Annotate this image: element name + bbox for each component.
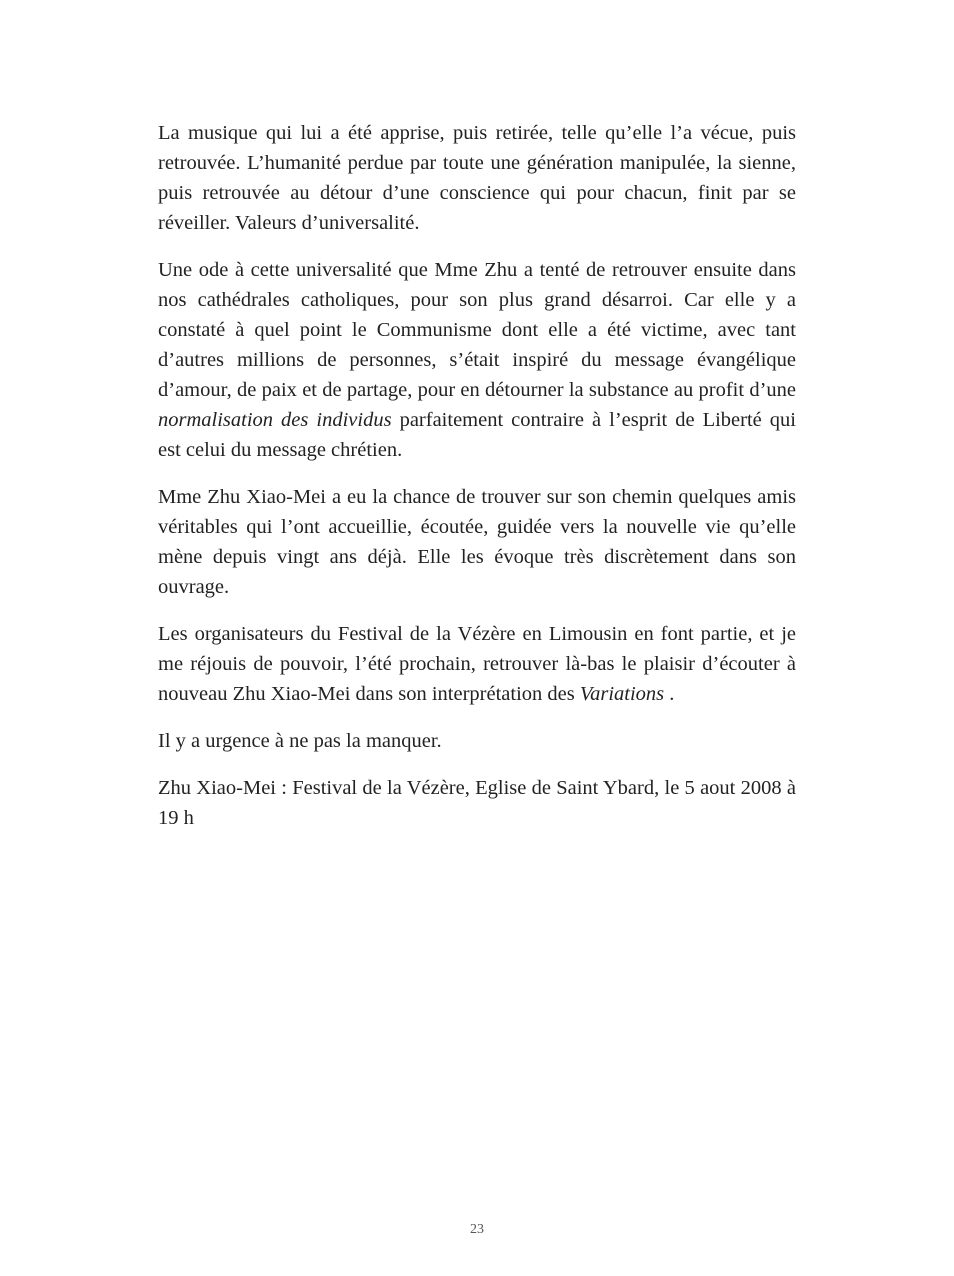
paragraph-4 (158, 619, 796, 709)
paragraph-3: Mme Zhu Xiao-Mei a eu la chance de trouver sur son chemin quelques amis véritables qui l’ont accueillie, écoutée, guidée vers la nouvelle vie qu’elle mène depuis vingt ans déjà. Elle les évoque très discrètement dans son ouvrage. (158, 486, 796, 598)
paragraph-2-italic: normalisation des individus (158, 409, 392, 431)
paragraph-2-text-start: Une ode à cette universalité que Mme Zhu a tenté de retrouver ensuite dans nos cathédrales catholiques, pour son plus grand désarroi. Car elle y a constaté à quel point le Communisme dont elle a été victime, avec tant d’autres millions de personnes, s’était inspiré du message évangélique d’amour, de paix et de partage, pour en détourner la substance au profit d’une (158, 259, 796, 401)
paragraph-4-text-start: Les organisateurs du Festival de la Vézère en Limousin en font partie, et je me réjouis de pouvoir, l’été prochain, retrouver là-bas le plaisir d’écouter à nouveau Zhu Xiao-Mei dans son interprétation des (158, 623, 796, 705)
paragraph-2-text-end: parfaitement contraire à l’esprit de Liberté qui est celui du message chrétien. (158, 409, 796, 461)
paragraph-5: Il y a urgence à ne pas la manquer. (158, 730, 442, 752)
paragraph-2 (158, 255, 796, 465)
paragraph-1: La musique qui lui a été apprise, puis retirée, telle qu’elle l’a vécue, puis retrouvée. L’humanité perdue par toute une génération manipulée, la sienne, puis retrouvée au détour d’une conscience qui pour chacun, finit par se réveiller. Valeurs d’universalité. (158, 122, 796, 234)
paragraph-4-italic: Variations (579, 683, 665, 705)
paragraph-6: Zhu Xiao-Mei : Festival de la Vézère, Eglise de Saint Ybard, le 5 aout 2008 à 19 h (158, 777, 796, 829)
paragraph-4-text-end: . (664, 683, 675, 705)
body-text (158, 118, 796, 850)
page-number: 23 (470, 1222, 484, 1237)
